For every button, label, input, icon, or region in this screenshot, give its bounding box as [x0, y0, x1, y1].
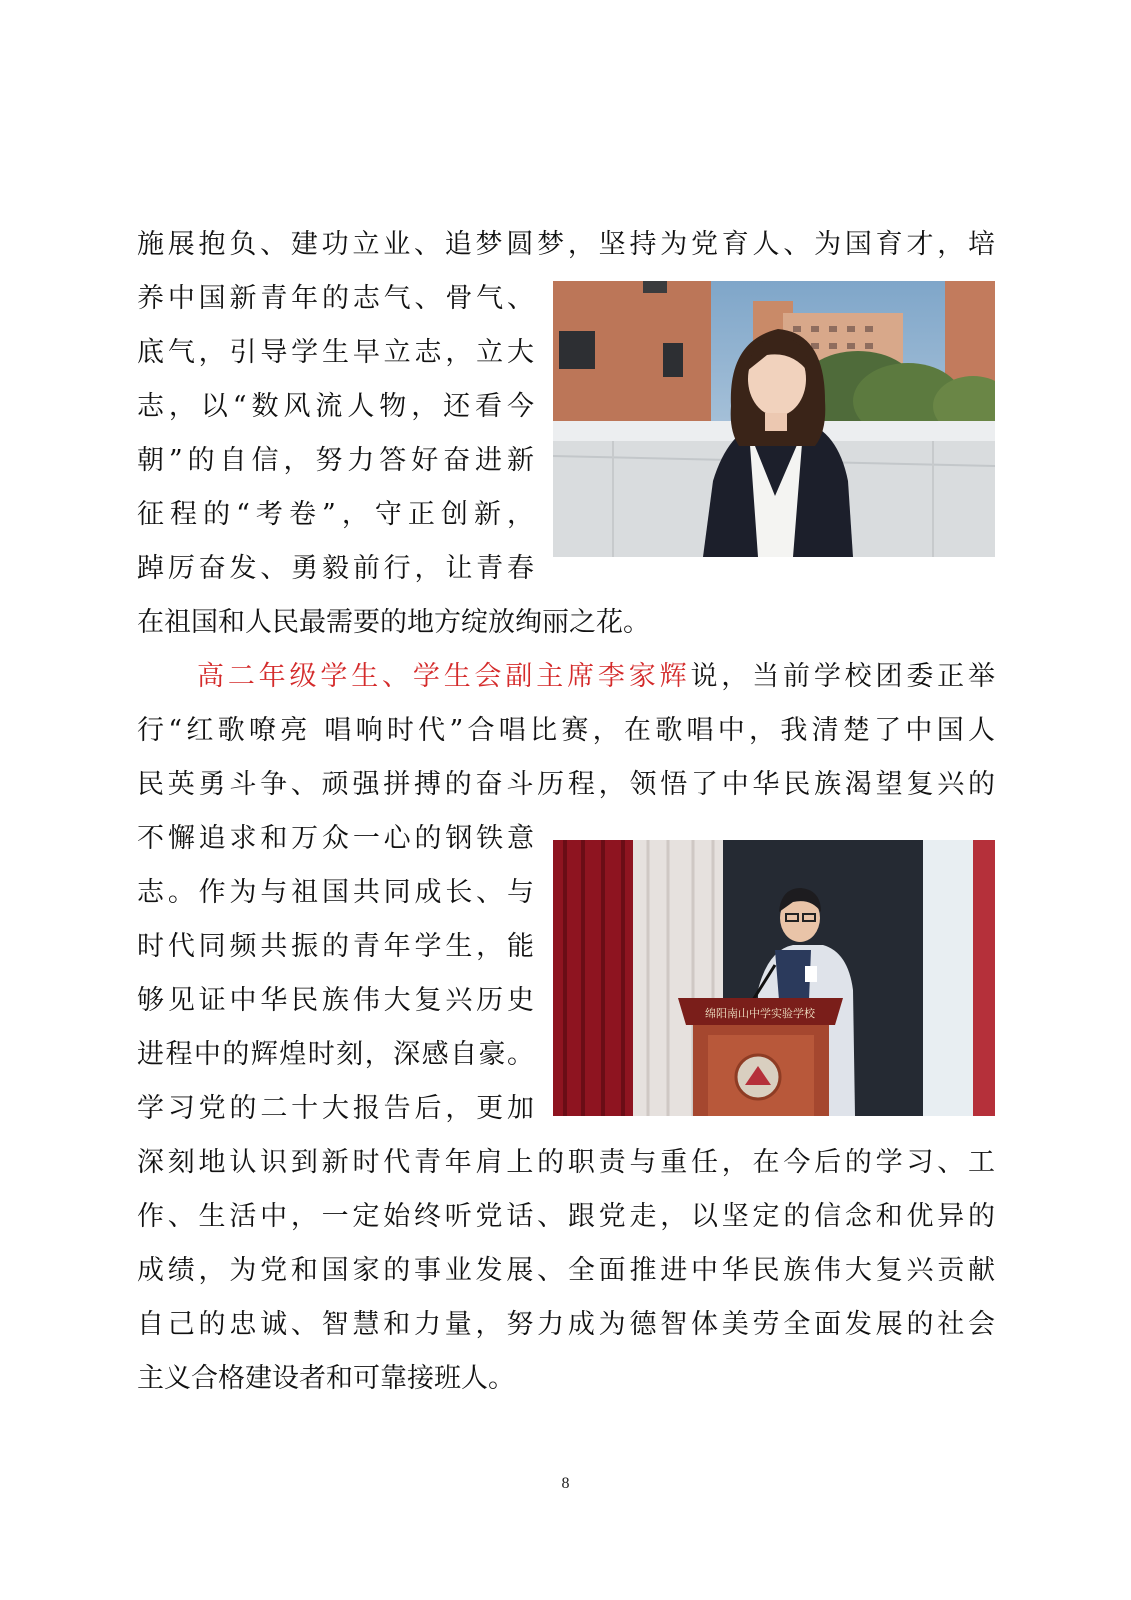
text-line: 底气，引导学生早立志，立大 — [137, 337, 534, 368]
text-line: 行“红歌嘹亮 唱响时代”合唱比赛，在歌唱中，我清楚了中国人 — [137, 715, 995, 746]
page-number: 8 — [561, 1475, 570, 1492]
text-line: 够见证中华民族伟大复兴历史 — [137, 985, 534, 1016]
podium-sign: 绵阳南山中学实验学校 — [705, 1007, 815, 1020]
text-line: 进程中的辉煌时刻，深感自豪。 — [137, 1039, 534, 1070]
text-line: 深刻地认识到新时代青年肩上的职责与重任，在今后的学习、工 — [137, 1147, 995, 1178]
text-line: 志。作为与祖国共同成长、与 — [137, 877, 534, 908]
text-line-first — [137, 659, 995, 695]
text-line: 学习党的二十大报告后，更加 — [137, 1093, 534, 1124]
text-line: 朝”的自信，努力答好奋进新 — [137, 445, 534, 476]
text-line: 时代同频共振的青年学生，能 — [137, 931, 534, 962]
text-line: 民英勇斗争、顽强拼搏的奋斗历程，领悟了中华民族渴望复兴的 — [137, 769, 995, 800]
text-line: 主义合格建设者和可靠接班人。 — [137, 1363, 515, 1394]
text-line: 养中国新青年的志气、骨气、 — [137, 283, 534, 314]
text-line: 成绩，为党和国家的事业发展、全面推进中华民族伟大复兴贡献 — [137, 1255, 995, 1286]
text-line: 自己的忠诚、智慧和力量，努力成为德智体美劳全面发展的社会 — [137, 1309, 995, 1340]
text-line: 作、生活中，一定始终听党话、跟党走，以坚定的信念和优异的 — [137, 1201, 995, 1232]
text-line: 征程的“考卷”，守正创新， — [137, 499, 534, 530]
photo-teacher-portrait — [553, 281, 995, 557]
photo-student-speech — [553, 840, 995, 1116]
text-line: 踔厉奋发、勇毅前行，让青春 — [137, 553, 534, 584]
text-segment: 说，当前学校团委正举 — [690, 661, 996, 692]
text-line: 施展抱负、建功立业、追梦圆梦，坚持为党育人、为国育才，培 — [137, 229, 995, 260]
text-line: 不懈追求和万众一心的钢铁意 — [137, 823, 534, 854]
text-line: 在祖国和人民最需要的地方绽放绚丽之花。 — [137, 607, 650, 638]
text-line: 志，以“数风流人物，还看今 — [137, 391, 534, 422]
highlighted-speaker: 高二年级学生、学生会副主席李家辉 — [197, 661, 691, 692]
